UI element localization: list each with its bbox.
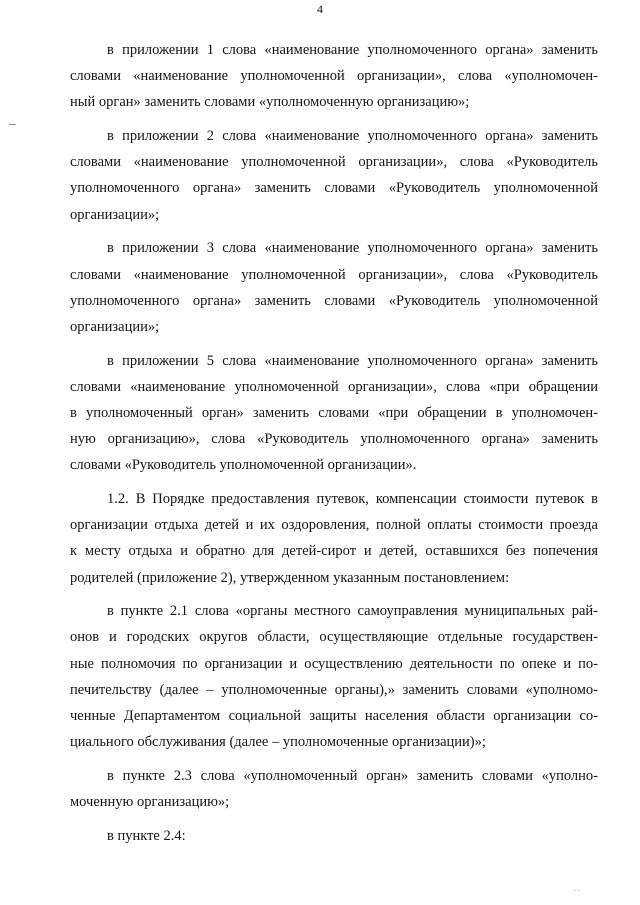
text-line: онов и городских округов области, осуществляющие отдельные государствен- bbox=[70, 629, 598, 646]
margin-mark bbox=[9, 124, 16, 125]
paragraph bbox=[70, 823, 598, 849]
text-line: словами «наименование уполномоченной организации», слова «Руководитель bbox=[70, 154, 598, 171]
text-line: организации отдыха детей и их оздоровления, полной оплаты стоимости проезда bbox=[70, 517, 598, 534]
text-line: уполномоченного органа» заменить словами «Руководитель уполномоченной bbox=[70, 292, 598, 309]
text-line: в приложении 3 слова «наименование уполномоченного органа» заменить bbox=[107, 240, 598, 257]
text-line: организации»; bbox=[70, 318, 160, 335]
text-line: в приложении 5 слова «наименование уполномоченного органа» заменить bbox=[107, 352, 598, 369]
paragraph bbox=[70, 763, 598, 815]
text-line: печительству (далее – уполномоченные органы),» заменить словами «уполномо- bbox=[70, 681, 598, 698]
text-line: 1.2. В Порядке предоставления путевок, компенсации стоимости путевок в bbox=[107, 491, 598, 507]
text-line: в приложении 1 слова «наименование уполномоченного органа» заменить bbox=[107, 42, 598, 58]
paragraph bbox=[70, 123, 598, 228]
paragraph bbox=[70, 486, 598, 591]
text-line: ный орган» заменить словами «уполномоченную организацию»; bbox=[70, 94, 470, 111]
text-line: уполномоченного органа» заменить словами «Руководитель уполномоченной bbox=[70, 180, 598, 197]
text-line: ную организацию», слова «Руководитель уполномоченного органа» заменить bbox=[70, 431, 598, 448]
document-body bbox=[70, 37, 598, 856]
corner-mark: · · bbox=[573, 887, 580, 895]
text-line: к месту отдыха и обратно для детей-сирот и детей, оставшихся без попечения bbox=[70, 543, 598, 560]
paragraph bbox=[70, 37, 598, 116]
text-line: словами «наименование уполномоченной организации», слова «при обращении bbox=[70, 378, 598, 395]
text-line: ные полномочия по организации и осуществлению деятельности по опеке и по- bbox=[70, 655, 598, 672]
text-line: моченную организацию»; bbox=[70, 794, 230, 811]
paragraph bbox=[70, 348, 598, 479]
text-line: циального обслуживания (далее – уполномоченные организации)»; bbox=[70, 734, 486, 751]
text-line: в пункте 2.1 слова «органы местного самоуправления муниципальных рай- bbox=[107, 603, 598, 620]
text-line: словами «наименование уполномоченной организации», слова «уполномочен- bbox=[70, 68, 598, 85]
text-line: словами «наименование уполномоченной организации», слова «Руководитель bbox=[70, 266, 598, 283]
text-line: ченные Департаментом социальной защиты населения области организации со- bbox=[70, 708, 598, 724]
text-line: в уполномоченный орган» заменить словами «при обращении в уполномочен- bbox=[70, 404, 598, 421]
text-line: словами «Руководитель уполномоченной организации». bbox=[70, 457, 417, 474]
paragraph bbox=[70, 598, 598, 755]
paragraph bbox=[70, 235, 598, 340]
page-number: 4 bbox=[317, 2, 323, 16]
text-line: в пункте 2.3 слова «уполномоченный орган» заменить словами «уполно- bbox=[107, 767, 598, 784]
text-line: в приложении 2 слова «наименование уполномоченного органа» заменить bbox=[107, 128, 598, 145]
text-line: в пункте 2.4: bbox=[107, 827, 186, 844]
text-line: родителей (приложение 2), утвержденном указанным постановлением: bbox=[70, 569, 510, 586]
text-line: организации»; bbox=[70, 206, 160, 223]
